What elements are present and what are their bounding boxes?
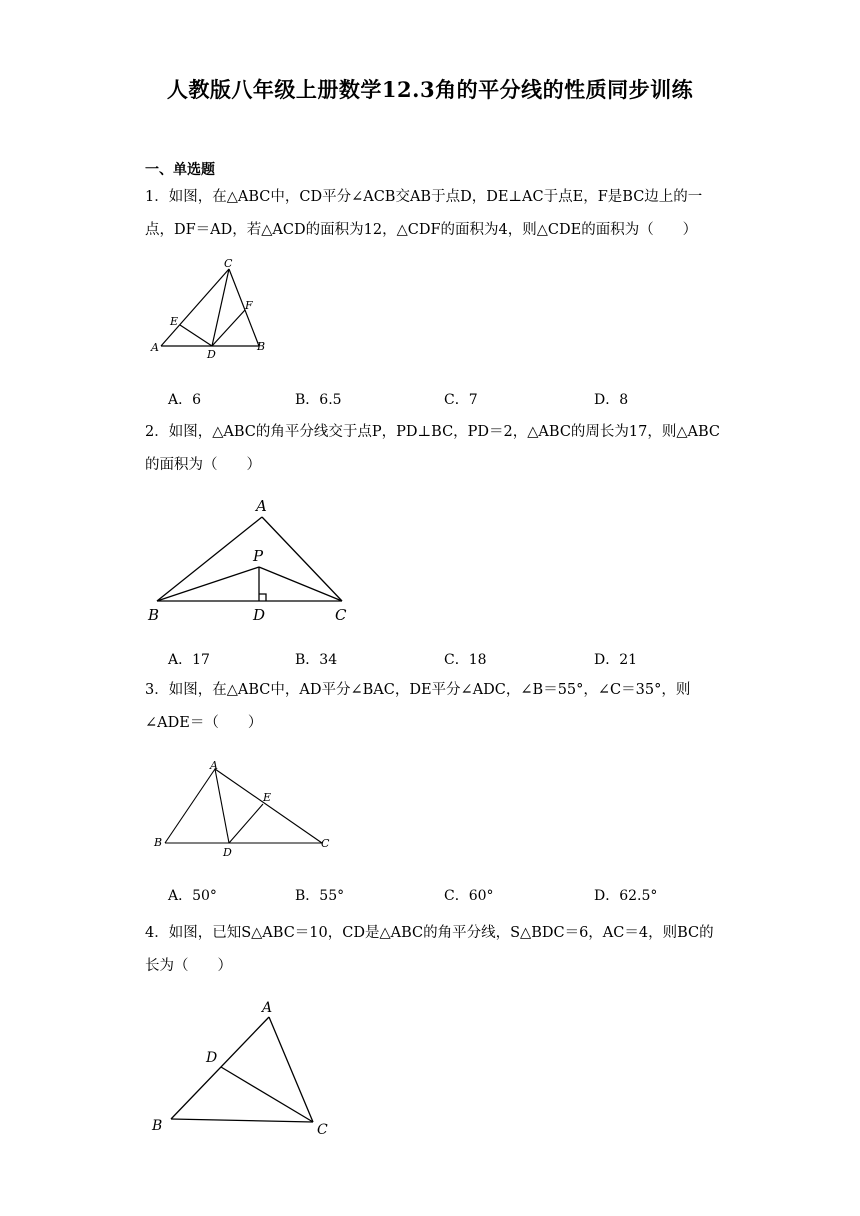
- question-1-label-d: D: [207, 348, 216, 361]
- question-2-label-d: D: [253, 606, 266, 624]
- question-3-label-c: C: [321, 837, 330, 850]
- question-3-label-d: D: [223, 846, 232, 859]
- question-3-option-d[interactable]: D．62.5°: [594, 888, 658, 904]
- question-4-label-b: B: [152, 1118, 163, 1134]
- question-1-label-f: F: [245, 299, 253, 312]
- question-1-option-a[interactable]: A．6: [168, 392, 202, 408]
- question-2-option-c[interactable]: C．18: [444, 652, 487, 668]
- question-3-option-c[interactable]: C．60°: [444, 888, 494, 904]
- question-2-figure: [145, 494, 360, 628]
- question-3-label-b: B: [154, 836, 163, 849]
- question-4-label-d: D: [206, 1050, 218, 1066]
- question-4-figure: [145, 995, 345, 1140]
- question-2-option-d[interactable]: D．21: [594, 652, 638, 668]
- question-3-label-e: E: [263, 791, 272, 804]
- question-3-option-a[interactable]: A．50°: [168, 888, 217, 904]
- question-1-option-b[interactable]: B．6.5: [295, 392, 342, 408]
- question-4-label-a: A: [262, 1000, 273, 1016]
- question-2-text: 2．如图，△ABC的角平分线交于点P，PD⊥BC，PD＝2，△ABC的周长为17，则△ABC的面积为（ ）: [145, 424, 720, 473]
- question-2-option-a[interactable]: A．17: [168, 652, 210, 668]
- question-2-label-b: B: [148, 606, 160, 624]
- question-1-text: 1．如图，在△ABC中，CD平分∠ACB交AB于点D，DE⊥AC于点E，F是BC边上的一点，DF＝AD，若△ACD的面积为12，△CDF的面积为4，则△CDE的面积为（ ）: [145, 189, 703, 238]
- question-1-label-c: C: [224, 257, 233, 270]
- question-3-option-b[interactable]: B．55°: [295, 888, 345, 904]
- question-1-figure: [145, 255, 275, 360]
- question-2-label-c: C: [335, 606, 347, 624]
- question-1-label-b: B: [257, 340, 266, 353]
- question-3-text: 3．如图，在△ABC中，AD平分∠BAC，DE平分∠ADC，∠B＝55°，∠C＝35°，则∠ADE＝（ ）: [145, 682, 691, 731]
- question-4-label-c: C: [317, 1122, 328, 1138]
- question-1-option-c[interactable]: C．7: [444, 392, 478, 408]
- section-heading: 一、单选题: [145, 162, 215, 178]
- page-title: 人教版八年级上册数学12.3角的平分线的性质同步训练: [166, 77, 694, 102]
- question-2-label-p: P: [253, 547, 264, 565]
- question-4-text: 4．如图，已知S△ABC＝10，CD是△ABC的角平分线，S△BDC＝6，AC＝4，则BC的长为（ ）: [145, 925, 714, 974]
- question-2-label-a: A: [256, 497, 267, 515]
- question-1-option-d[interactable]: D．8: [594, 392, 629, 408]
- question-3-figure: [145, 756, 340, 861]
- question-1-label-e: E: [170, 315, 179, 328]
- question-2-option-b[interactable]: B．34: [295, 652, 338, 668]
- question-3-label-a: A: [210, 759, 218, 772]
- question-1-label-a: A: [151, 341, 159, 354]
